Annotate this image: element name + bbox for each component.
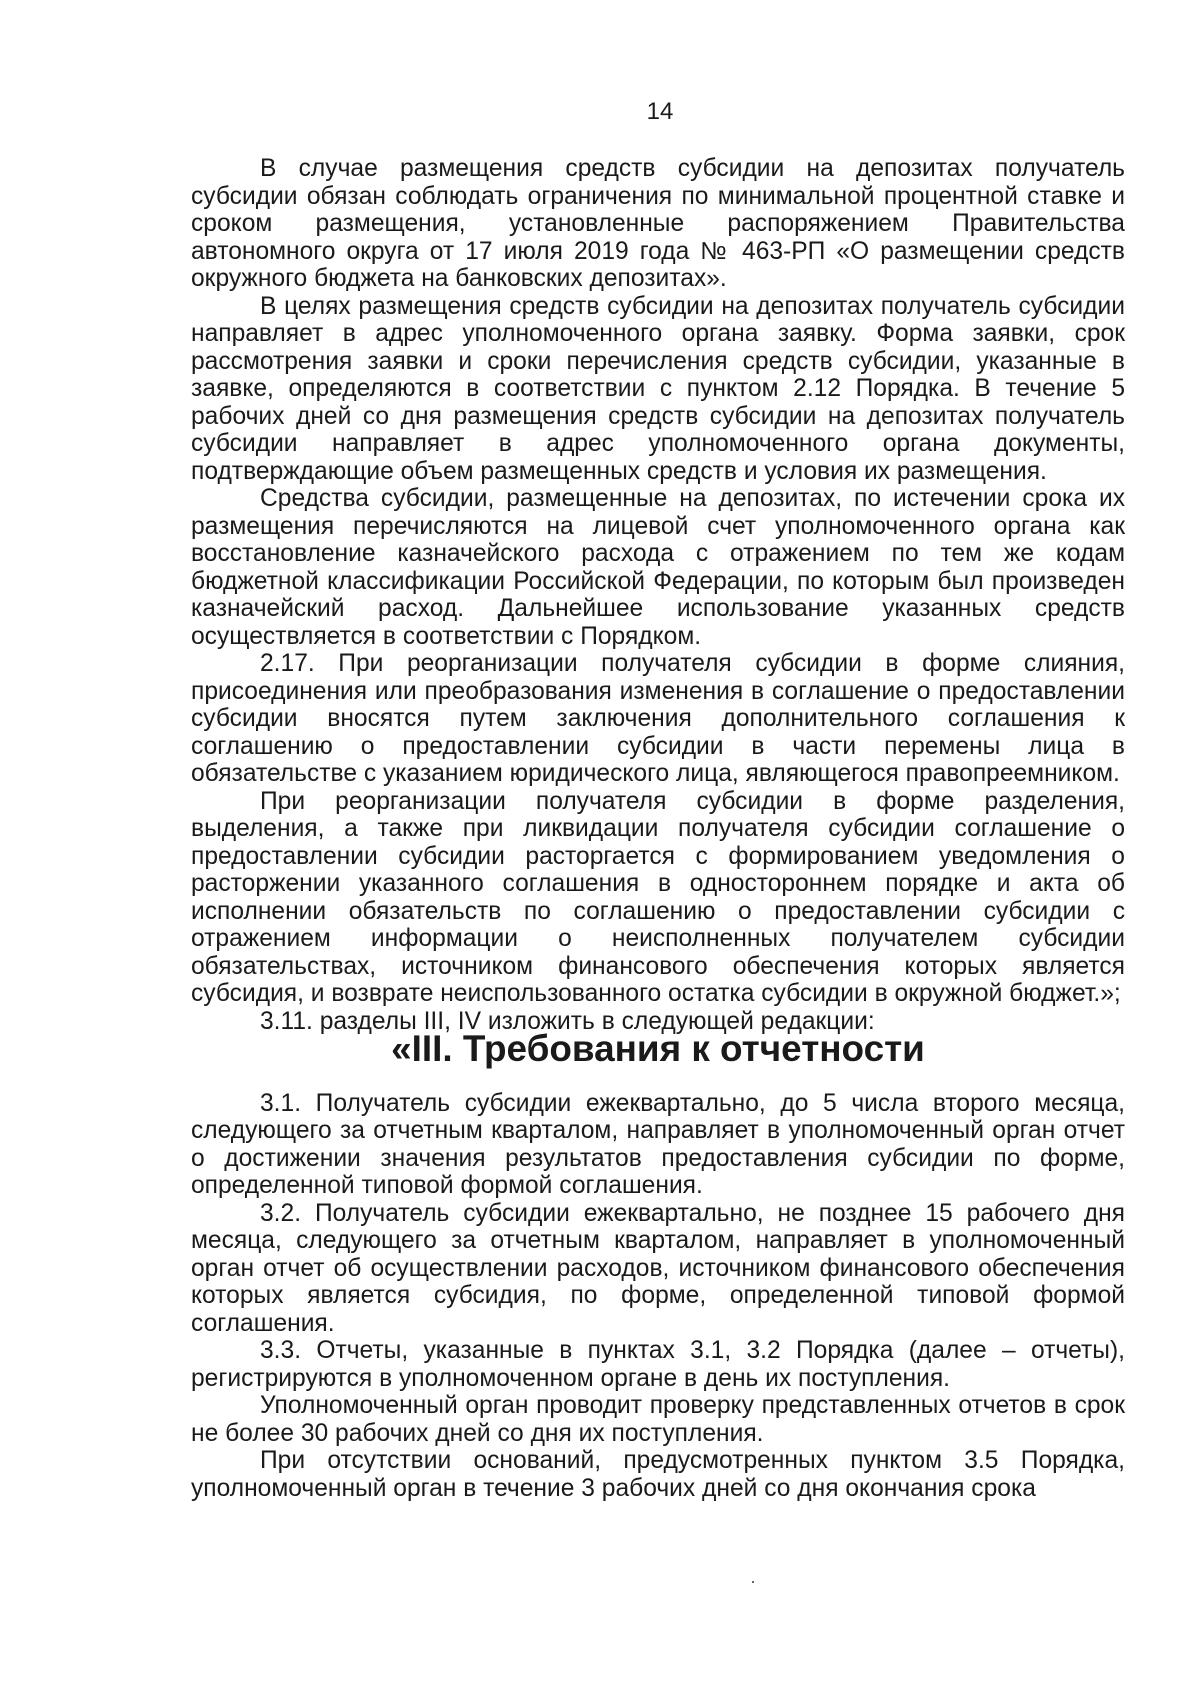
paragraph-3-11-amendment: 3.11. разделы III, IV изложить в следующей редакции:	[260, 1007, 875, 1035]
scan-artifact-dot	[752, 1581, 754, 1583]
paragraph-agreement-termination: При реорганизации получателя субсидии в форме разделения, выделения, а также при ликвидации получателя субсидии соглашение о предоставлении субсидии расторгается с формированием уведомления о расторжении указанного соглашения в одностороннем порядке и акта об исполнении обязательств по соглашению о предоставлении субсидии с отражением информации о неисполненных получателем субсидии обязательствах, источником финансового обеспечения которых является субсидия, и возврате неиспользованного остатка субсидии в окружной бюджет.»;	[191, 787, 1125, 1007]
paragraph-deposit-application: В целях размещения средств субсидии на депозитах получатель субсидии направляет в адрес уполномоченного органа заявку. Форма заявки, срок рассмотрения заявки и сроки перечисления средств субсидии, указанные в заявке, определяются в соответствии с пунктом 2.12 Порядка. В течение 5 рабочих дней со дня размещения средств субсидии на депозитах получатель субсидии направляет в адрес уполномоченного органа документы, подтверждающие объем размещенных средств и условия их размещения.	[191, 292, 1125, 485]
paragraph-2-17-reorganization: 2.17. При реорганизации получателя субсидии в форме слияния, присоединения или преобразования изменения в соглашение о предоставлении субсидии вносятся путем заключения дополнительного соглашения к соглашению о предоставлении субсидии в части перемены лица в обязательстве с указанием юридического лица, являющегося правопреемником.	[191, 650, 1125, 787]
document-body	[191, 155, 1125, 1502]
paragraph-3-1-results-report: 3.1. Получатель субсидии ежеквартально, до 5 числа второго месяца, следующего за отчетным кварталом, направляет в уполномоченный орган отчет о достижении значения результатов предоставления субсидии по форме, определенной типовой формой соглашения.	[191, 1089, 1125, 1199]
paragraph-3-3-registration: 3.3. Отчеты, указанные в пунктах 3.1, 3.2 Порядка (далее – отчеты), регистрируются в уполномоченном органе в день их поступления.	[191, 1337, 1125, 1392]
paragraph-deposit-restrictions: В случае размещения средств субсидии на депозитах получатель субсидии обязан соблюдать ограничения по минимальной процентной ставке и сроком размещения, установленные распоряжением Правительства автономного округа от 17 июля 2019 года № 463-РП «О размещении средств окружного бюджета на банковских депозитах».	[191, 155, 1125, 292]
paragraph-3-2-expenses-report: 3.2. Получатель субсидии ежеквартально, не позднее 15 рабочего дня месяца, следующего за отчетным кварталом, направляет в уполномоченный орган отчет об осуществлении расходов, источником финансового обеспечения которых является субсидия, по форме, определенной типовой формой соглашения.	[191, 1199, 1125, 1337]
section-heading-reporting: «III. Требования к отчетности	[391, 1028, 925, 1069]
paragraph-deposit-return: Средства субсидии, размещенные на депозитах, по истечении срока их размещения перечисляются на лицевой счет уполномоченного органа как восстановление казначейского расхода с отражением по тем же кодам бюджетной классификации Российской Федерации, по которым был произведен казначейский расход. Дальнейшее использование указанных средств осуществляется в соответствии с Порядком.	[191, 485, 1125, 650]
page-number: 14	[646, 98, 674, 125]
paragraph-report-review: Уполномоченный орган проводит проверку представленных отчетов в срок не более 30 рабочих дней со дня их поступления.	[191, 1392, 1125, 1447]
paragraph-no-grounds: При отсутствии оснований, предусмотренных пунктом 3.5 Порядка, уполномоченный орган в течение 3 рабочих дней со дня окончания срока	[191, 1447, 1125, 1502]
